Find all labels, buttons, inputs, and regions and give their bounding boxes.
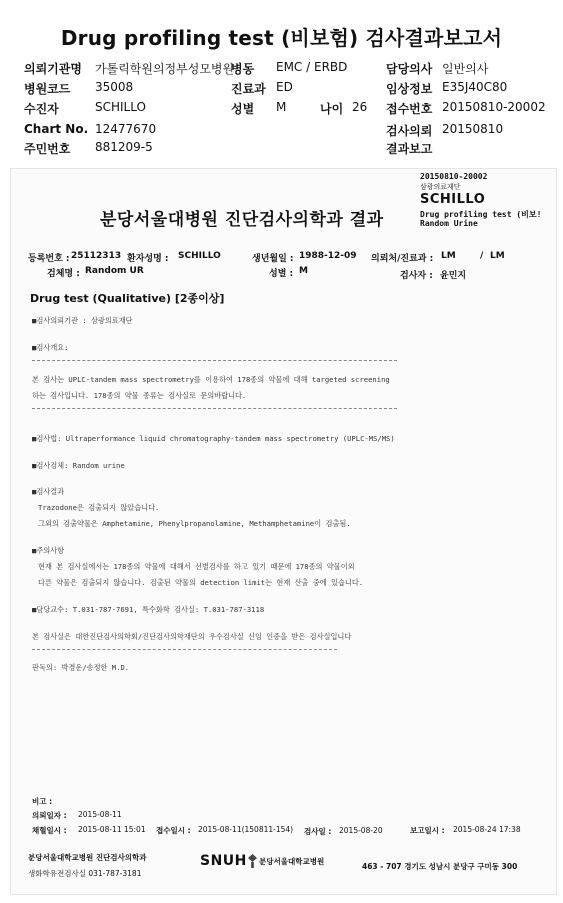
value-age: 26 xyxy=(352,100,368,114)
label-hospital-code: 병원코드 xyxy=(24,82,71,96)
line-reader: 판독의: 박경운/송정한 M.D. xyxy=(32,663,130,672)
dept-separator: / xyxy=(480,251,484,261)
label-age: 나이 xyxy=(320,102,344,116)
value-doctor: 일반의사 xyxy=(442,62,489,76)
footer-org: 분당서울대학교병원 진단검사의학과 xyxy=(28,853,147,862)
label-remark: 비고 : xyxy=(32,797,53,806)
logo-emblem-icon xyxy=(248,854,257,868)
value-request-date-footer: 2015-08-11 xyxy=(78,810,122,819)
line-specimen: ■검사검체: Random urine xyxy=(32,461,125,470)
label-receipt-no: 접수번호 xyxy=(386,102,433,116)
label-request-date: 검사의뢰 xyxy=(386,124,433,138)
divider xyxy=(32,408,397,409)
line-overview-1: 본 검사는 UPLC-tandem mass spectrometry를 이용하여 178종의 약물에 대해 targeted screening xyxy=(32,375,390,384)
value-report-time: 2015-08-24 17:38 xyxy=(453,825,521,834)
sticker-patient-name: SCHILLO xyxy=(420,192,486,207)
sticker-receipt-no: 20150810-20002 xyxy=(420,172,488,181)
value-hospital-code: 35008 xyxy=(95,80,134,94)
value-department: ED xyxy=(276,80,293,94)
value-specimen-name: Random UR xyxy=(85,266,144,276)
footer-address: 463 - 707 경기도 성남시 분당구 구미동 300 xyxy=(362,862,518,871)
label-dob: 생년월일 : xyxy=(252,254,294,264)
label-clinical-info: 임상정보 xyxy=(386,82,433,96)
value-ordering-dept-2: LM xyxy=(490,251,505,261)
footer-lab-phone: 생화학유전검사실 031-787-3181 xyxy=(28,869,142,878)
label-specimen-name: 검체명 : xyxy=(47,269,80,279)
value-sex: M xyxy=(276,100,287,114)
label-reg-no: 등록번호 : xyxy=(28,254,70,264)
line-notice-2: 다른 약물은 검출되지 않습니다. 검출된 약물의 detection limit는 현재 산출 중에 있습니다. xyxy=(38,578,364,587)
label-patient-sex: 성별 : xyxy=(269,269,294,279)
test-heading: Drug test (Qualitative) [2종이상] xyxy=(30,292,225,305)
document-title: 분당서울대병원 진단검사의학과 결과 xyxy=(100,210,384,230)
label-resident-no: 주민번호 xyxy=(24,142,71,156)
line-result-1: Trazodone은 검출되지 않았습니다. xyxy=(38,503,160,512)
report-title: Drug profiling test (비보험) 검사결과보고서 xyxy=(60,26,503,50)
logo-subtext: 분당서울대학교병원 xyxy=(259,857,325,866)
value-chart-no: 12477670 xyxy=(95,122,157,136)
value-ward: EMC / ERBD xyxy=(276,60,348,74)
label-ordering-dept: 의뢰처/진료과 : xyxy=(371,254,434,264)
sticker-lab-name: 삼광의료재단 xyxy=(420,183,461,191)
label-sex: 성별 xyxy=(231,102,255,116)
line-result-heading: ■검사결과 xyxy=(32,487,65,496)
label-institution: 의뢰기관명 xyxy=(24,62,82,76)
value-dob: 1988-12-09 xyxy=(299,251,357,261)
line-overview-2: 하는 검사입니다. 178종의 약물 종류는 검사실로 문의바랍니다. xyxy=(32,391,247,400)
value-patient-name: SCHILLO xyxy=(178,251,221,261)
divider xyxy=(32,360,397,361)
specimen-label-sticker xyxy=(416,172,561,230)
label-result-report: 결과보고 xyxy=(386,142,433,156)
label-chart-no: Chart No. xyxy=(24,122,89,136)
line-contact: ■담당교수: T.031-787-7691, 특수화학 검사실: T.031-787-3118 xyxy=(32,605,265,614)
label-receive-time: 접수일시 : xyxy=(156,826,191,835)
value-patient-sex: M xyxy=(299,266,308,276)
line-result-2: 그외의 검출약물은 Amphetamine, Phenylpropanolamine, Methamphetamine이 검출됨. xyxy=(38,519,351,528)
value-patient: SCHILLO xyxy=(95,100,146,114)
sticker-specimen: Random Urine xyxy=(420,219,478,228)
value-receive-time: 2015-08-11(150811-154) xyxy=(198,825,294,834)
label-patient: 수진자 xyxy=(24,102,59,116)
logo-text: SNUH xyxy=(200,853,247,869)
label-ward: 병동 xyxy=(231,62,255,76)
value-clinical-info: E35J40C80 xyxy=(442,80,508,94)
line-notice-heading: ■주의사항 xyxy=(32,546,65,555)
value-collect-time: 2015-08-11 15:01 xyxy=(78,825,146,834)
value-test-date: 2015-08-20 xyxy=(339,826,383,835)
value-receipt-no: 20150810-20002 xyxy=(442,100,546,114)
label-collect-time: 채혈일시 : xyxy=(32,826,67,835)
line-certification: 본 검사실은 대한진단검사의학회/진단검사의학재단의 우수검사실 신임 인증을 받은 검사실입니다 xyxy=(32,632,352,641)
line-overview: ■검사개요: xyxy=(32,343,69,352)
label-doctor: 담당의사 xyxy=(386,62,433,76)
value-resident-no: 881209-5 xyxy=(95,140,153,154)
label-department: 진료과 xyxy=(231,82,266,96)
value-institution: 가톨릭학원의정부성모병원 xyxy=(95,62,235,76)
value-request-date: 20150810 xyxy=(442,122,504,136)
value-tester: 윤민지 xyxy=(440,271,467,281)
line-method: ■검사법: Ultraperformance liquid chromatography-tandem mass spectrometry (UPLC-MS/MS) xyxy=(32,434,395,443)
line-agency: ■검사의뢰기관 : 삼광의료재단 xyxy=(32,316,133,325)
label-patient-name: 환자성명 : xyxy=(127,254,169,264)
label-report-time: 보고일시 : xyxy=(410,826,445,835)
line-notice-1: 현재 본 검사실에서는 178종의 약물에 대해서 선별검사를 하고 있기 때문에 178종의 약물이외 xyxy=(38,562,355,571)
label-request-date-footer: 의뢰일자 : xyxy=(32,811,67,820)
value-ordering-dept: LM xyxy=(441,251,456,261)
value-reg-no: 25112313 xyxy=(71,251,122,261)
divider xyxy=(32,649,337,650)
label-test-date: 검사일 : xyxy=(304,827,332,836)
snuh-logo xyxy=(200,852,335,872)
label-tester: 검사자 : xyxy=(400,271,433,281)
sticker-test-name: Drug profiling test (비보! xyxy=(420,210,542,219)
